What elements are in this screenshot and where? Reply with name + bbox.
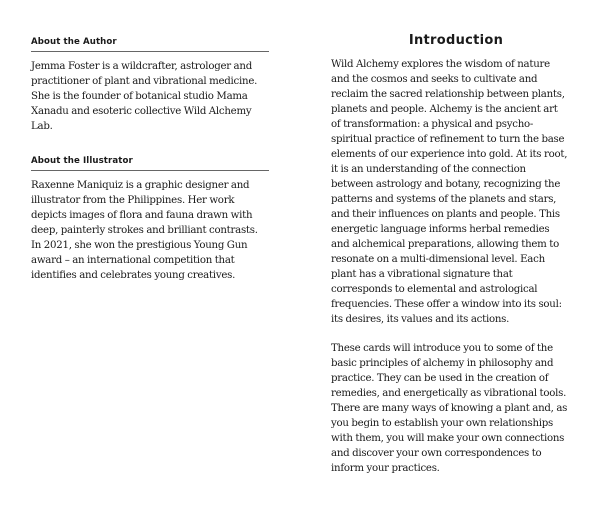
about-author-section: [31, 37, 269, 134]
introduction-paragraph-2: These cards will introduce you to some of the basic principles of alchemy in philosophy and practice. They can be used in the creation of remedies, and energetically as vibrational tools. There are many ways of knowing a plant and, as you begin to establish your own relationships with them, you will make your own connections and discover your own correspondences to inform your practices.: [331, 343, 568, 474]
right-page: [300, 0, 600, 490]
about-illustrator-heading: About the Illustrator: [31, 156, 269, 171]
left-page: [0, 0, 300, 297]
introduction-paragraph-1: Wild Alchemy explores the wisdom of nature and the cosmos and seeks to cultivate and reclaim the sacred relationship between plants, planets and people. Alchemy is the ancient art of transformation: a physical and psycho-spiritual practice of refinement to turn the base elements of our experience into gold. At its root, it is an understanding of the connection between astrology and botany, recognizing the patterns and systems of the planets and stars, and their influences on plants and people. This energetic language informs herbal remedies and alchemical preparations, allowing them to resonate on a multi-dimensional level. Each plant has a vibrational signature that corresponds to elemental and astrological frequencies. These offer a window into its soul: its desires, its values and its actions.: [331, 59, 568, 325]
about-illustrator-section: [31, 156, 269, 283]
introduction-title: Introduction: [408, 33, 504, 48]
about-author-heading: About the Author: [31, 37, 269, 52]
about-illustrator-text: Raxenne Maniquiz is a graphic designer and illustrator from the Philippines. Her work depicts images of flora and fauna drawn with deep, painterly strokes and brilliant contrasts. In 2021, she won the prestigious Young Gun award – an international competition that identifies and celebrates young creatives.: [31, 180, 258, 281]
about-author-text: Jemma Foster is a wildcrafter, astrologer and practitioner of plant and vibrational medicine. She is the founder of botanical studio Mama Xanadu and esoteric collective Wild Alchemy Lab.: [31, 61, 258, 132]
